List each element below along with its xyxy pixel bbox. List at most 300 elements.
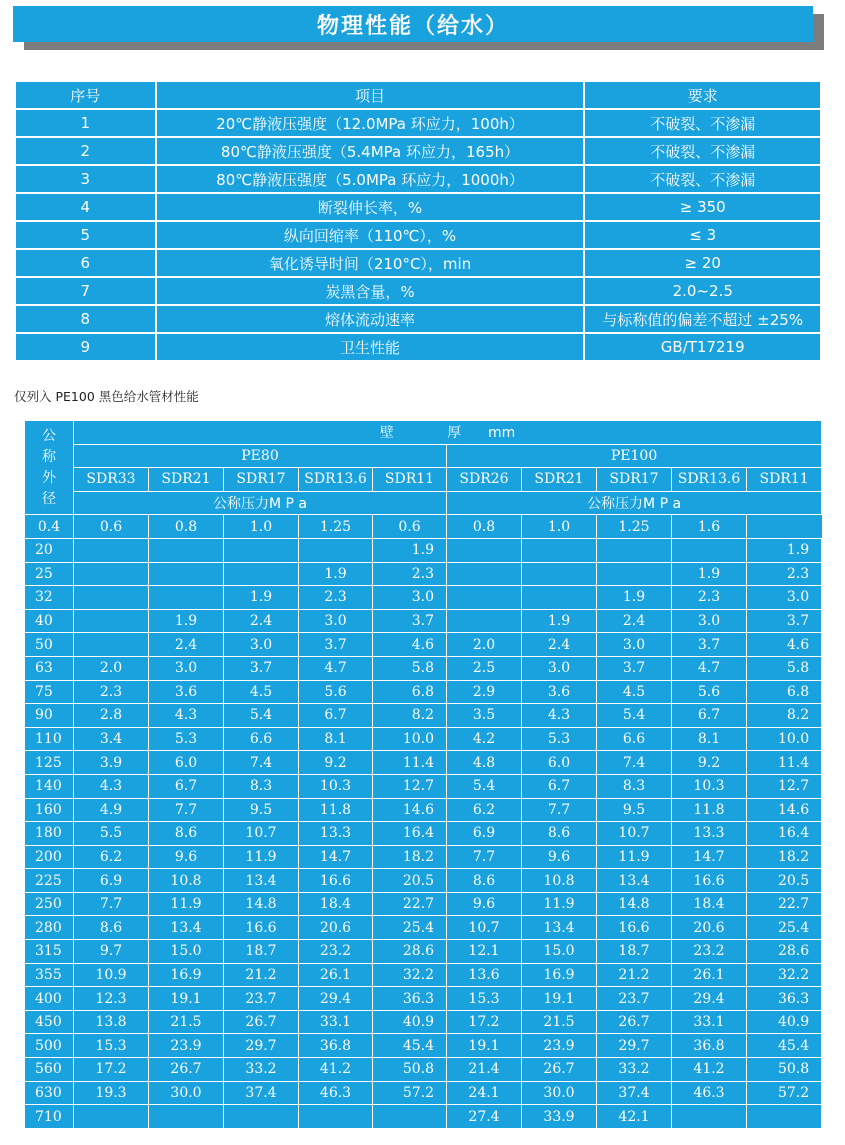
thickness-row [25,609,822,633]
pe100-sdr-header: SDR11 [747,468,822,492]
wall-thickness-cell: 3.0 [522,656,597,680]
header-item: 项目 [156,81,585,109]
wall-thickness-cell: 1.9 [747,538,822,562]
outer-diameter: 450 [25,1010,74,1034]
wall-thickness-cell: 12.3 [74,987,149,1011]
wall-thickness-cell: 10.3 [299,774,373,798]
row-requirement: ≥ 350 [584,193,821,221]
wall-thickness-cell: 30.0 [149,1081,224,1105]
pe100-label: PE100 [447,444,822,468]
wall-thickness-cell: 10.7 [597,822,672,846]
outer-diameter: 250 [25,892,74,916]
row-index: 1 [15,109,156,137]
wall-thickness-cell: 26.7 [224,1010,299,1034]
wall-thickness-cell: 32.2 [373,963,447,987]
wall-thickness-cell: 8.6 [522,822,597,846]
wall-thickness-cell: 11.9 [224,845,299,869]
wall-thickness-cell: 37.4 [597,1081,672,1105]
wall-thickness-cell [74,609,149,633]
wall-thickness-cell: 46.3 [672,1081,747,1105]
wall-thickness-cell: 13.3 [299,822,373,846]
wall-thickness-cell: 6.0 [522,751,597,775]
outer-diameter: 50 [25,633,74,657]
outer-diameter: 160 [25,798,74,822]
thickness-row [25,798,822,822]
wall-thickness-cell: 9.7 [74,940,149,964]
wall-thickness-cell: 9.2 [672,751,747,775]
outer-diameter: 315 [25,940,74,964]
wall-thickness-cell: 22.7 [373,892,447,916]
wall-thickness-cell: 9.5 [597,798,672,822]
wall-thickness-cell: 23.2 [672,940,747,964]
wall-thickness-cell: 18.2 [747,845,822,869]
row-item: 氧化诱导时间（210°C），min [156,249,585,277]
wall-thickness-cell: 24.1 [447,1081,522,1105]
wall-thickness-cell: 11.9 [522,892,597,916]
outer-diameter: 710 [25,1105,74,1129]
outer-diameter: 90 [25,704,74,728]
wall-thickness-cell: 5.8 [747,656,822,680]
wall-thickness-cell: 10.8 [522,869,597,893]
wall-thickness-cell: 46.3 [299,1081,373,1105]
wall-thickness-cell: 3.7 [373,609,447,633]
wall-thickness-cell: 41.2 [299,1058,373,1082]
wall-thickness-cell: 2.4 [597,609,672,633]
wall-thickness-cell: 57.2 [373,1081,447,1105]
wall-thickness-cell: 33.1 [672,1010,747,1034]
properties-row [15,165,821,193]
wall-thickness-cell: 33.1 [299,1010,373,1034]
wall-thickness-cell [74,562,149,586]
row-item: 80℃静液压强度（5.4MPa 环应力，165h） [156,137,585,165]
wall-thickness-cell: 11.8 [672,798,747,822]
wall-thickness-cell: 10.3 [672,774,747,798]
thickness-row [25,586,822,610]
wall-thickness-cell [149,562,224,586]
wall-thickness-cell [522,562,597,586]
wall-thickness-cell [299,1105,373,1129]
wall-thickness-cell: 30.0 [522,1081,597,1105]
wall-thickness-cell [597,538,672,562]
wall-thickness-cell: 6.9 [74,869,149,893]
thickness-row [25,704,822,728]
wall-thickness-cell: 40.9 [373,1010,447,1034]
wall-thickness-cell: 20.5 [373,869,447,893]
wall-thickness-cell: 41.2 [672,1058,747,1082]
wall-thickness-cell: 19.1 [149,987,224,1011]
wall-thickness-cell: 7.7 [149,798,224,822]
row-item: 20℃静液压强度（12.0MPa 环应力，100h） [156,109,585,137]
outer-diameter: 63 [25,656,74,680]
row-item: 80℃静液压强度（5.0MPa 环应力，1000h） [156,165,585,193]
row-index: 9 [15,333,156,361]
pe80-sdr-header: SDR21 [149,468,224,492]
wall-thickness-cell: 6.6 [597,727,672,751]
wall-thickness-cell: 9.5 [224,798,299,822]
wall-thickness-cell: 10.0 [373,727,447,751]
wall-thickness-cell: 16.9 [522,963,597,987]
wall-thickness-cell: 7.7 [447,845,522,869]
dia-label: 公 称 外 径 [25,421,74,515]
thickness-row [25,774,822,798]
wall-thickness-cell: 3.0 [597,633,672,657]
wall-thickness-cell: 11.8 [299,798,373,822]
wall-thickness-cell: 25.4 [373,916,447,940]
outer-diameter: 355 [25,963,74,987]
properties-header-row [15,81,821,109]
properties-row [15,333,821,361]
wall-thickness-cell [447,609,522,633]
wall-thickness-cell: 36.8 [672,1034,747,1058]
wall-thickness-cell: 21.2 [224,963,299,987]
wall-thickness-cell: 17.2 [447,1010,522,1034]
pe100-pressure-value: 1.0 [522,515,597,539]
wall-thickness-cell: 6.2 [74,845,149,869]
wall-thickness-cell: 18.7 [597,940,672,964]
thickness-row [25,987,822,1011]
wall-thickness-cell: 8.1 [299,727,373,751]
outer-diameter: 110 [25,727,74,751]
wall-thickness-cell: 2.3 [299,586,373,610]
wall-thickness-cell: 2.3 [373,562,447,586]
wall-thickness-cell: 3.7 [747,609,822,633]
row-requirement: ≤ 3 [584,221,821,249]
wall-thickness-cell: 4.8 [447,751,522,775]
wall-thickness-cell: 16.9 [149,963,224,987]
wall-thickness-cell: 11.4 [373,751,447,775]
wall-thickness-cell: 36.8 [299,1034,373,1058]
wall-thickness-cell: 12.7 [747,774,822,798]
row-requirement: 与标称值的偏差不超过 ±25% [584,305,821,333]
wall-thickness-cell: 21.5 [149,1010,224,1034]
row-item: 断裂伸长率，% [156,193,585,221]
wall-thickness-cell: 2.4 [149,633,224,657]
thickness-row [25,656,822,680]
pe100-pressure-value: 1.25 [597,515,672,539]
outer-diameter: 20 [25,538,74,562]
wall-thickness-cell: 11.4 [747,751,822,775]
wall-thickness-cell: 18.7 [224,940,299,964]
wall-thickness-cell: 6.0 [149,751,224,775]
wall-thickness-cell: 4.7 [672,656,747,680]
wall-thickness-cell: 13.4 [149,916,224,940]
wall-thickness-cell: 2.0 [74,656,149,680]
wall-thickness-cell: 33.2 [597,1058,672,1082]
row-index: 5 [15,221,156,249]
pe80-sdr-header: SDR17 [224,468,299,492]
wall-thickness-cell: 1.9 [299,562,373,586]
wall-thickness-cell [747,1105,822,1129]
wall-thickness-cell: 11.9 [149,892,224,916]
wall-thickness-cell: 5.4 [447,774,522,798]
wall-thickness-cell: 2.3 [672,586,747,610]
pe100-sdr-header: SDR17 [597,468,672,492]
row-requirement: 不破裂、不渗漏 [584,165,821,193]
wall-thickness-cell: 10.8 [149,869,224,893]
wall-thickness-cell: 28.6 [747,940,822,964]
wall-thickness-cell: 13.4 [522,916,597,940]
wall-thickness-cell: 29.4 [672,987,747,1011]
row-index: 4 [15,193,156,221]
thickness-row [25,940,822,964]
thickness-row [25,916,822,940]
pe100-pressure-value: 1.6 [672,515,747,539]
wall-thickness-cell [597,562,672,586]
wall-thickness-cell: 4.5 [224,680,299,704]
wall-thickness-cell: 12.7 [373,774,447,798]
row-item: 炭黑含量，% [156,277,585,305]
properties-row [15,305,821,333]
wall-thickness-cell: 21.2 [597,963,672,987]
thickness-row [25,1034,822,1058]
row-requirement: ≥ 20 [584,249,821,277]
wall-thickness-cell: 3.0 [224,633,299,657]
wall-thickness-cell: 3.7 [672,633,747,657]
thickness-row [25,562,822,586]
wall-thickness-cell: 57.2 [747,1081,822,1105]
wall-thickness-cell: 4.6 [373,633,447,657]
wall-thickness-cell: 14.6 [373,798,447,822]
outer-diameter: 40 [25,609,74,633]
wall-thickness-cell: 33.9 [522,1105,597,1129]
thickness-row [25,1058,822,1082]
pe100-pressure-value: 0.6 [373,515,447,539]
wall-thickness-cell: 3.0 [299,609,373,633]
wall-thickness-cell: 6.2 [447,798,522,822]
row-item: 纵向回缩率（110℃），% [156,221,585,249]
wall-thickness-cell: 26.1 [672,963,747,987]
pe80-pressure-value: 1.25 [299,515,373,539]
wall-thickness-cell: 3.7 [224,656,299,680]
wall-thickness-cell: 4.2 [447,727,522,751]
wall-thickness-cell [74,538,149,562]
outer-diameter: 125 [25,751,74,775]
wall-thickness-cell: 6.8 [373,680,447,704]
header-requirement: 要求 [584,81,821,109]
wall-thickness-cell: 26.7 [597,1010,672,1034]
wall-thickness-cell: 1.9 [149,609,224,633]
wall-thickness-cell: 25.4 [747,916,822,940]
wall-thickness-cell: 9.2 [299,751,373,775]
wall-thickness-cell [672,1105,747,1129]
wall-thickness-cell: 4.3 [522,704,597,728]
wall-thickness-cell: 9.6 [522,845,597,869]
wall-thickness-cell: 6.7 [149,774,224,798]
wall-thickness-cell: 14.8 [224,892,299,916]
wall-thickness-cell: 3.6 [522,680,597,704]
wall-thickness-cell: 6.8 [747,680,822,704]
wall-thickness-cell: 13.4 [597,869,672,893]
wall-thickness-cell: 3.5 [447,704,522,728]
outer-diameter: 140 [25,774,74,798]
wall-thickness-cell: 10.7 [447,916,522,940]
wall-thickness-cell: 20.6 [672,916,747,940]
wall-thickness-cell: 14.8 [597,892,672,916]
pe100-pressure-value: 0.8 [447,515,522,539]
outer-diameter: 225 [25,869,74,893]
wall-thickness-cell: 12.1 [447,940,522,964]
pe80-pressure-value: 1.0 [224,515,299,539]
wall-thickness-cell: 1.9 [522,609,597,633]
wall-thickness-cell: 6.6 [224,727,299,751]
wall-thickness-cell: 21.4 [447,1058,522,1082]
wall-thickness-cell: 33.2 [224,1058,299,1082]
wall-thickness-cell: 50.8 [373,1058,447,1082]
wall-thickness-cell: 26.1 [299,963,373,987]
wall-thickness-cell: 2.5 [447,656,522,680]
wall-thickness-table [24,420,822,1129]
wall-thickness-cell: 4.3 [149,704,224,728]
wall-thickness-cell: 3.4 [74,727,149,751]
row-requirement: GB/T17219 [584,333,821,361]
wall-thickness-cell: 7.4 [224,751,299,775]
pe80-pressure-value: 0.4 [25,515,74,539]
wall-thickness-cell: 7.7 [522,798,597,822]
wall-thickness-cell [447,586,522,610]
wall-thickness-cell: 4.3 [74,774,149,798]
wall-thickness-cell [74,633,149,657]
page-title: 物理性能（给水） [13,6,813,42]
wall-thickness-cell: 6.7 [299,704,373,728]
wall-thickness-cell: 26.7 [149,1058,224,1082]
outer-diameter: 75 [25,680,74,704]
wall-thickness-cell: 8.1 [672,727,747,751]
thickness-row [25,869,822,893]
wall-thickness-cell: 23.7 [224,987,299,1011]
row-index: 2 [15,137,156,165]
wall-thickness-cell: 23.2 [299,940,373,964]
thickness-row [25,892,822,916]
row-index: 8 [15,305,156,333]
wall-thickness-cell: 16.6 [672,869,747,893]
wall-thickness-cell: 4.5 [597,680,672,704]
wall-thickness-cell: 2.0 [447,633,522,657]
wall-thickness-cell: 6.9 [447,822,522,846]
wall-thickness-cell: 29.4 [299,987,373,1011]
wall-thickness-cell [299,538,373,562]
wall-thickness-cell: 6.7 [672,704,747,728]
wall-thickness-cell: 10.9 [74,963,149,987]
wall-thickness-cell: 16.4 [373,822,447,846]
wall-thickness-cell: 13.4 [224,869,299,893]
thickness-row [25,963,822,987]
wall-thickness-cell: 4.9 [74,798,149,822]
wall-thickness-cell: 8.6 [149,822,224,846]
wall-thickness-cell [224,1105,299,1129]
wall-thickness-cell: 1.9 [672,562,747,586]
wall-thickness-cell: 2.4 [522,633,597,657]
wall-thickness-cell: 3.0 [672,609,747,633]
wall-thickness-cell [522,538,597,562]
outer-diameter: 25 [25,562,74,586]
wall-label: 壁 厚 mm [74,421,822,445]
thickness-row [25,1081,822,1105]
wall-thickness-cell: 1.9 [597,586,672,610]
wall-thickness-cell: 8.6 [447,869,522,893]
wall-thickness-cell: 18.2 [373,845,447,869]
wall-thickness-cell: 16.6 [299,869,373,893]
wall-thickness-cell: 7.4 [597,751,672,775]
wall-thickness-cell: 23.9 [522,1034,597,1058]
pe80-pressure-value: 0.8 [149,515,224,539]
row-requirement: 不破裂、不渗漏 [584,109,821,137]
wall-thickness-cell: 9.6 [447,892,522,916]
outer-diameter: 500 [25,1034,74,1058]
wall-thickness-cell [149,1105,224,1129]
properties-table [14,80,822,362]
wall-thickness-cell: 5.4 [597,704,672,728]
wall-thickness-cell: 1.9 [224,586,299,610]
thickness-row [25,680,822,704]
wall-thickness-cell: 36.3 [747,987,822,1011]
wall-thickness-cell: 19.3 [74,1081,149,1105]
outer-diameter: 180 [25,822,74,846]
wall-thickness-cell: 5.6 [672,680,747,704]
row-requirement: 不破裂、不渗漏 [584,137,821,165]
thickness-row [25,822,822,846]
wall-thickness-cell [373,1105,447,1129]
wall-thickness-cell: 9.6 [149,845,224,869]
thickness-row [25,1105,822,1129]
wall-thickness-cell [447,562,522,586]
properties-row [15,109,821,137]
wall-thickness-cell: 3.9 [74,751,149,775]
wall-thickness-cell: 3.0 [747,586,822,610]
wall-thickness-cell: 15.3 [74,1034,149,1058]
wall-thickness-cell: 2.3 [74,680,149,704]
outer-diameter: 560 [25,1058,74,1082]
wall-thickness-cell: 26.7 [522,1058,597,1082]
wall-thickness-cell: 7.7 [74,892,149,916]
properties-row [15,249,821,277]
header-index: 序号 [15,81,156,109]
row-item: 卫生性能 [156,333,585,361]
properties-row [15,277,821,305]
footnote: 仅列入 PE100 黑色给水管材性能 [14,389,199,404]
wall-thickness-cell: 32.2 [747,963,822,987]
pe100-sdr-header: SDR26 [447,468,522,492]
pe80-sdr-header: SDR11 [373,468,447,492]
pe80-pressure-label: 公称压力M P a [74,491,447,515]
wall-thickness-cell: 4.7 [299,656,373,680]
wall-thickness-cell [224,538,299,562]
wall-thickness-cell: 8.3 [224,774,299,798]
wall-thickness-cell: 8.3 [597,774,672,798]
wall-thickness-cell: 29.7 [224,1034,299,1058]
wall-thickness-cell: 45.4 [373,1034,447,1058]
wall-thickness-cell: 3.0 [373,586,447,610]
properties-row [15,221,821,249]
wall-thickness-cell: 8.2 [373,704,447,728]
wall-thickness-cell: 8.6 [74,916,149,940]
wall-thickness-cell: 20.5 [747,869,822,893]
wall-thickness-cell: 50.8 [747,1058,822,1082]
wall-thickness-cell: 3.0 [149,656,224,680]
wall-thickness-cell: 27.4 [447,1105,522,1129]
wall-thickness-cell [672,538,747,562]
wall-thickness-cell: 21.5 [522,1010,597,1034]
wall-thickness-cell: 10.0 [747,727,822,751]
row-index: 3 [15,165,156,193]
thickness-row [25,1010,822,1034]
wall-thickness-cell: 14.7 [672,845,747,869]
wall-thickness-cell: 16.6 [597,916,672,940]
wall-thickness-cell: 4.6 [747,633,822,657]
wall-thickness-cell: 15.3 [447,987,522,1011]
wall-thickness-cell: 17.2 [74,1058,149,1082]
wall-thickness-cell: 2.3 [747,562,822,586]
wall-thickness-cell: 19.1 [522,987,597,1011]
